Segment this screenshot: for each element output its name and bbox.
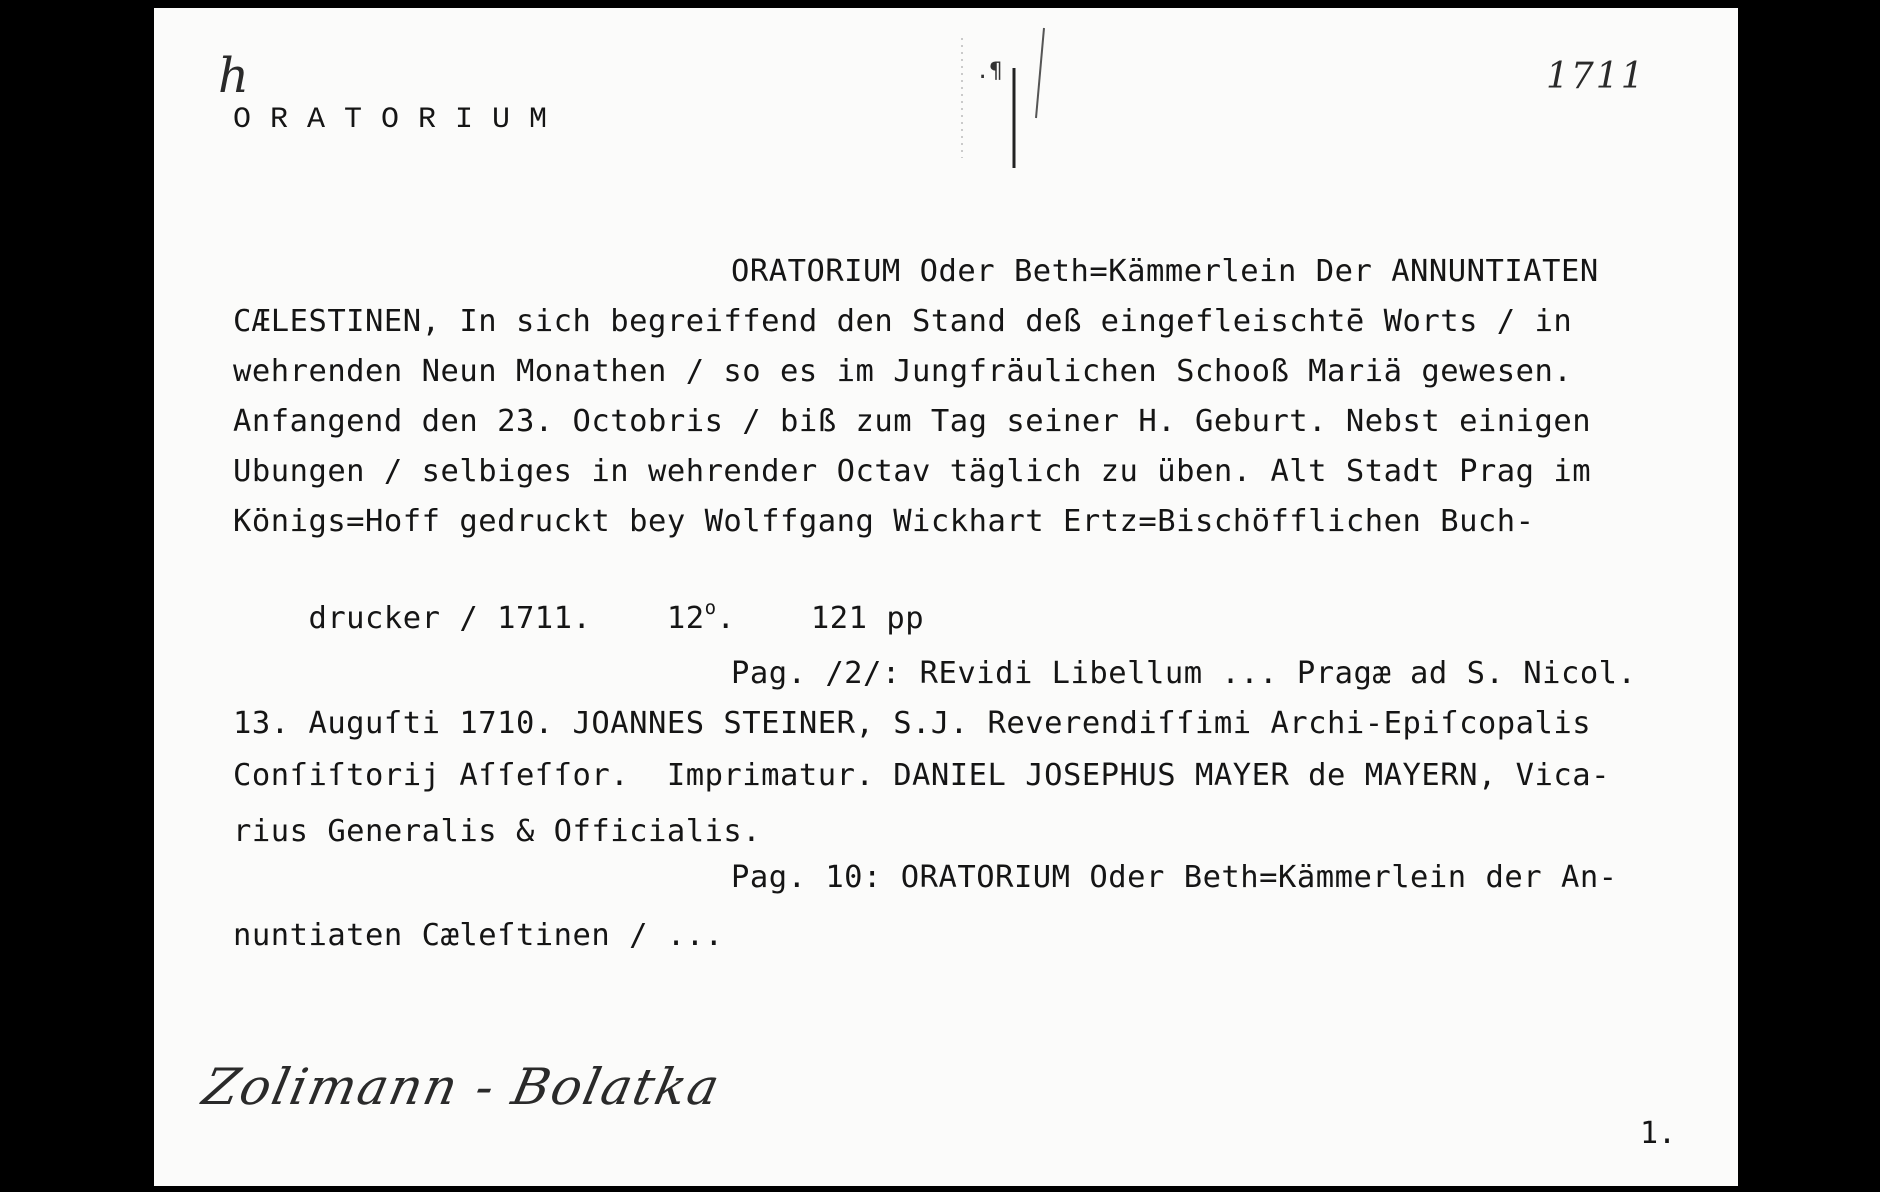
note-line-1: Pag. /2/: REvidi Libellum ... Pragæ ad S. Nicol. [731,656,1637,691]
handwritten-number: 1711 [1546,56,1646,97]
format-superscript: o [704,597,717,619]
note-line-6: nuntiaten Cæleſtinen / ... [233,918,724,953]
title-line-6: Königs=Hoff gedruckt bey Wolffgang Wickhart Ertz=Bischöfflichen Buch- [233,504,1535,539]
format-dot: . [716,601,736,636]
title-line-3: wehrenden Neun Monathen / so es im Jungfräulichen Schooß Mariä gewesen. [233,354,1573,389]
title-line-1: ORATORIUM Oder Beth=Kämmerlein Der ANNUNTIATEN [731,254,1599,289]
note-line-4: rius Generalis & Officialis. [233,814,762,849]
page-count: 121 pp [810,601,925,636]
note-line-3: Conſiſtorij Aſſeſſor. Imprimatur. DANIEL JOSEPHUS MAYER de MAYERN, Vica- [233,758,1610,793]
catalog-card [154,8,1738,1186]
svg-text:.¶: .¶ [976,59,1003,84]
card-heading: ORATORIUM [233,103,567,137]
handwritten-signature: Zolimann - Bolatka [197,1058,727,1116]
title-line-2: CÆLESTINEN, In sich begreiffend den Stand deß eingefleischtē Worts / in [233,304,1573,339]
title-line-5: Ubungen / selbiges in wehrender Octav täglich zu üben. Alt Stadt Prag im [233,454,1592,489]
imprint-text: drucker / 1711. [308,601,592,636]
page-number: 1. [1640,1116,1677,1151]
handwritten-mark: h [218,48,249,104]
title-line-4: Anfangend den 23. Octobris / biß zum Tag seiner H. Geburt. Nebst einigen [233,404,1592,439]
note-line-2: 13. Auguſti 1710. JOANNES STEINER, S.J. Reverendiſſimi Archi-Epiſcopalis [233,706,1592,741]
note-line-5: Pag. 10: ORATORIUM Oder Beth=Kämmerlein der An- [731,860,1618,895]
format-number: 12 [666,601,705,636]
